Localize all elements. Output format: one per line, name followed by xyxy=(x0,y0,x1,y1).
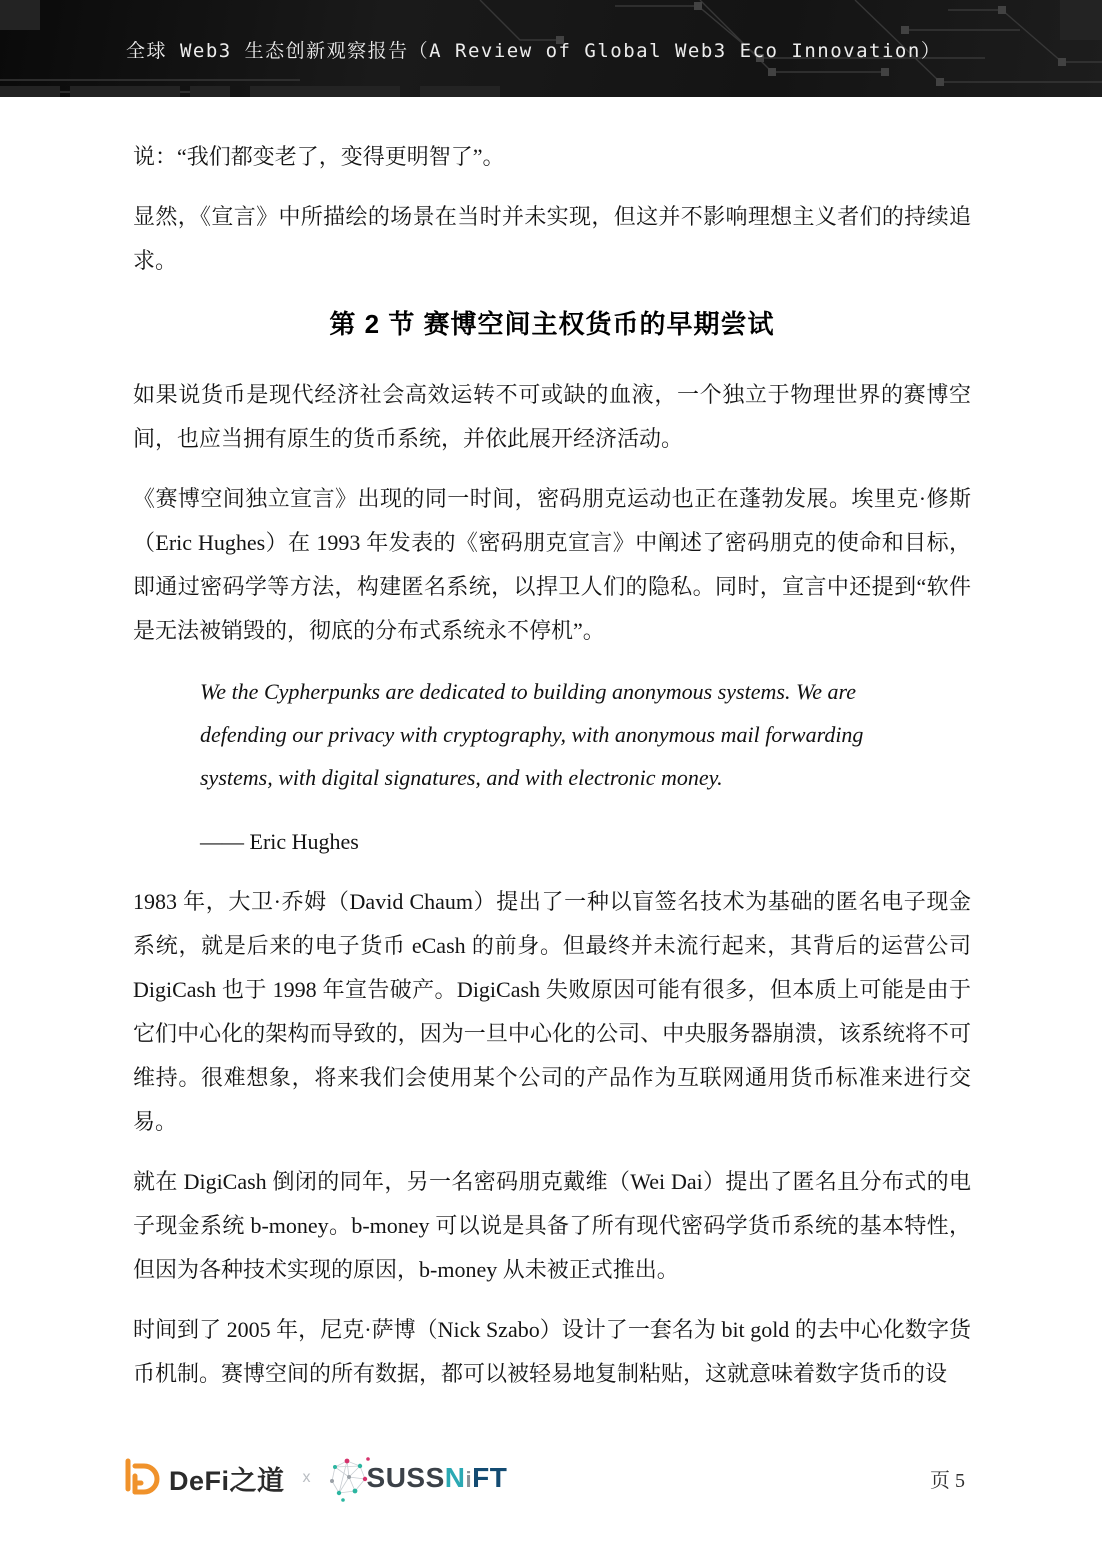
sussnift-part-ft: FT xyxy=(472,1462,508,1493)
paragraph: 时间到了 2005 年，尼克·萨博（Nick Szabo）设计了一套名为 bit gold 的去中心化数字货币机制。赛博空间的所有数据，都可以被轻易地复制粘贴，这就意味着数字货币的设 xyxy=(133,1317,971,1386)
page-footer xyxy=(0,1450,1102,1506)
document-body xyxy=(133,97,971,1396)
section-heading: 第 2 节 赛博空间主权货币的早期尝试 xyxy=(329,309,775,339)
sussnift-part-i: i xyxy=(465,1467,473,1492)
paragraph: 说：“我们都变老了，变得更明智了”。 xyxy=(133,144,505,169)
defi-zhidao-wordmark: DeFi之道 xyxy=(169,1465,285,1496)
defi-zhidao-d-icon xyxy=(122,1457,162,1499)
publisher-logos xyxy=(122,1453,507,1503)
header-banner xyxy=(0,0,1102,97)
sussnift-wordmark xyxy=(367,1462,508,1494)
logo-separator: x xyxy=(302,1469,311,1486)
paragraph: 就在 DigiCash 倒闭的同年，另一名密码朋克戴维（Wei Dai）提出了匿名且分布式的电子现金系统 b-money。b-money 可以说是具备了所有现代密码学货币系统的基本特性，但因为各种技术实现的原因，b-money 从未被正式推出。 xyxy=(133,1169,971,1282)
paragraph: 《赛博空间独立宣言》出现的同一时间，密码朋克运动也正在蓬勃发展。埃里克·修斯（Eric Hughes）在 1993 年发表的《密码朋克宣言》中阐述了密码朋克的使命和目标，即通过密码学等方法，构建匿名系统，以捍卫人们的隐私。同时，宣言中还提到“软件是无法被销毁的，彻底的分布式系统永不停机”。 xyxy=(133,486,971,643)
english-quote: We the Cypherpunks are dedicated to building anonymous systems. We are defending our privacy with cryptography, with anonymous mail forwarding systems, with digital signatures, and with electronic money. xyxy=(200,679,864,790)
sussnift-part-n: N xyxy=(444,1462,466,1493)
paragraph: 如果说货币是现代经济社会高效运转不可或缺的血液，一个独立于物理世界的赛博空间，也应当拥有原生的货币系统，并依此展开经济活动。 xyxy=(133,382,971,451)
sussnift-logo xyxy=(327,1453,508,1503)
report-title: 全球 Web3 生态创新观察报告（A Review of Global Web3 Eco Innovation） xyxy=(126,40,942,62)
defi-zhidao-logo xyxy=(122,1457,285,1499)
sussnift-part-suss: SUSS xyxy=(366,1462,445,1493)
page-number: 页 5 xyxy=(930,1470,965,1492)
paragraph: 显然，《宣言》中所描绘的场景在当时并未实现，但这并不影响理想主义者们的持续追求。 xyxy=(133,204,971,273)
paragraph: 1983 年，大卫·乔姆（David Chaum）提出了一种以盲签名技术为基础的匿名电子现金系统，就是后来的电子货币 eCash 的前身。但最终并未流行起来，其背后的运营公司 DigiCash 也于 1998 年宣告破产。DigiCash 失败原因可能有很多，但本质上可能是由于它们中心化的架构而导致的，因为一旦中心化的公司、中央服务器崩溃，该系统将不可维持。很难想象，将来我们会使用某个公司的产品作为互联网通用货币标准来进行交易。 xyxy=(133,889,971,1134)
quote-attribution: —— Eric Hughes xyxy=(200,829,359,854)
